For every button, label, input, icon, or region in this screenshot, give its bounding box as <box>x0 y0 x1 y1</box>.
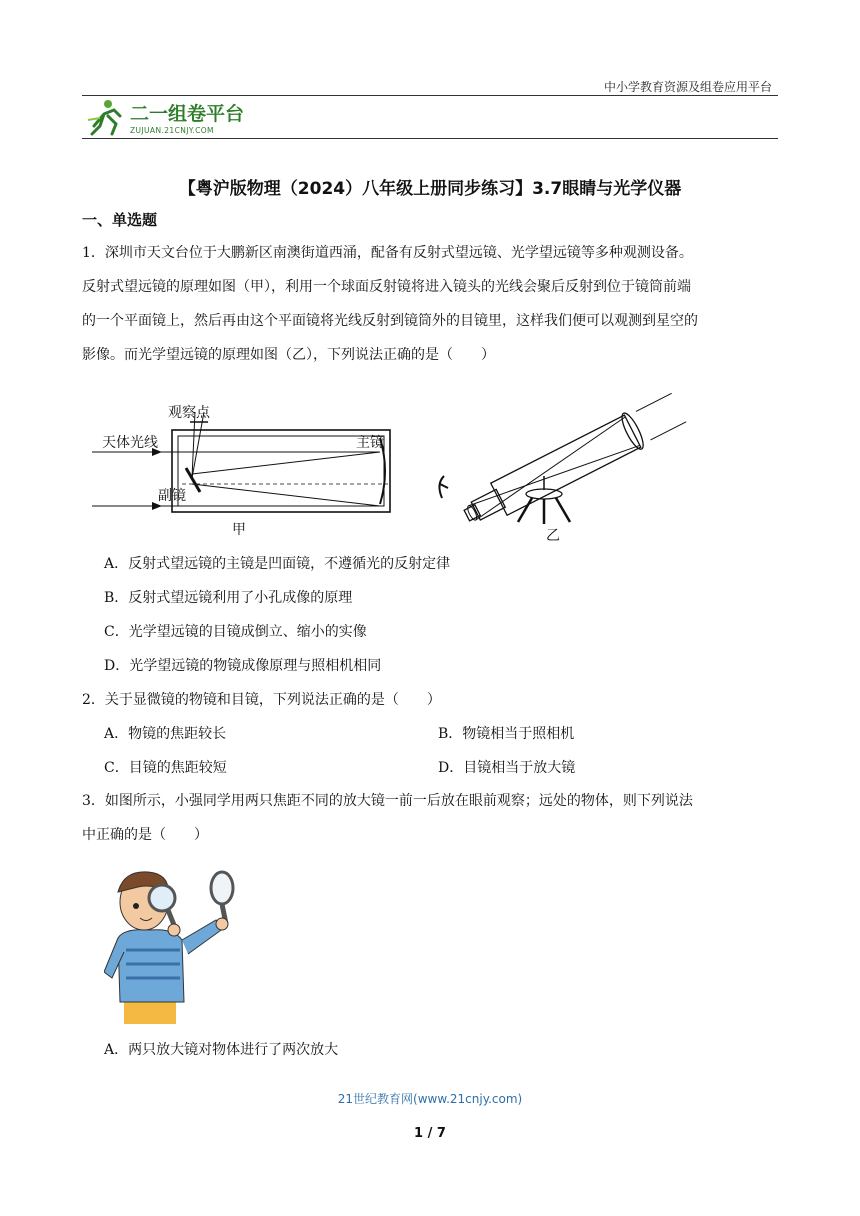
refracting-telescope-diagram <box>439 390 688 544</box>
logo-subtitle: ZUJUAN.21CNJY.COM <box>130 126 214 135</box>
footer-link[interactable]: 21世纪教育网(www.21cnjy.com) <box>337 1092 523 1106</box>
label-main-mirror: 主镜 <box>356 435 384 451</box>
question-1-stem <box>82 236 782 372</box>
q2-option-b[interactable]: B．物镜相当于照相机 <box>438 726 575 742</box>
platform-logo <box>86 96 276 138</box>
q2-option-a[interactable]: A．物镜的焦距较长 <box>104 726 227 742</box>
q2-option-c[interactable]: C．目镜的焦距较短 <box>104 760 227 776</box>
q1-option-d[interactable]: D．光学望远镜的物镜成像原理与照相机相同 <box>104 658 382 674</box>
q1-option-b[interactable]: B．反射式望远镜利用了小孔成像的原理 <box>104 590 353 606</box>
q1-option-c[interactable]: C．光学望远镜的目镜成倒立、缩小的实像 <box>104 624 367 640</box>
label-jia: 甲 <box>232 522 246 538</box>
header-rule-bottom <box>82 138 778 139</box>
section-heading: 一、单选题 <box>82 211 158 229</box>
q1-line-2: 反射式望远镜的原理如图（甲），利用一个球面反射镜将进入镜头的光线会聚后反射到位于镜筒前端 <box>82 279 691 295</box>
question-2-stem: 2．关于显微镜的物镜和目镜，下列说法正确的是（ ） <box>82 692 441 708</box>
label-observe-point: 观察点 <box>168 405 210 421</box>
q1-option-a[interactable]: A．反射式望远镜的主镜是凹面镜，不遵循光的反射定律 <box>104 556 451 572</box>
boy-with-magnifiers-illustration <box>104 868 244 1024</box>
logo-title: 二一组卷平台 <box>130 103 245 125</box>
q1-line-1: 1．深圳市天文台位于大鹏新区南澳街道西涌，配备有反射式望远镜、光学望远镜等多种观测设备。 <box>82 245 693 261</box>
page-number: 1 / 7 <box>414 1126 446 1141</box>
telescope-figure <box>92 372 692 544</box>
q1-line-3: 的一个平面镜上，然后再由这个平面镜将光线反射到镜筒外的目镜里，这样我们便可以观测到星空的 <box>82 313 698 329</box>
q3-line-2: 中正确的是（ ） <box>82 827 208 843</box>
page-title: 【粤沪版物理（2024）八年级上册同步练习】3.7眼睛与光学仪器 <box>178 179 682 199</box>
label-yi: 乙 <box>546 528 560 544</box>
label-celestial-light: 天体光线 <box>102 435 158 451</box>
q3-option-a[interactable]: A．两只放大镜对物体进行了两次放大 <box>104 1042 339 1058</box>
header-platform-text: 中小学教育资源及组卷应用平台 <box>603 80 772 94</box>
question-3-stem <box>82 784 782 852</box>
q2-option-d[interactable]: D．目镜相当于放大镜 <box>438 760 576 776</box>
q1-line-4: 影像。而光学望远镜的原理如图（乙），下列说法正确的是（ ） <box>82 347 495 363</box>
q3-line-1: 3．如图所示，小强同学用两只焦距不同的放大镜一前一后放在眼前观察；远处的物体，则下列说法 <box>82 793 693 809</box>
reflecting-telescope-diagram <box>92 404 390 538</box>
label-secondary-mirror: 副镜 <box>158 488 186 504</box>
